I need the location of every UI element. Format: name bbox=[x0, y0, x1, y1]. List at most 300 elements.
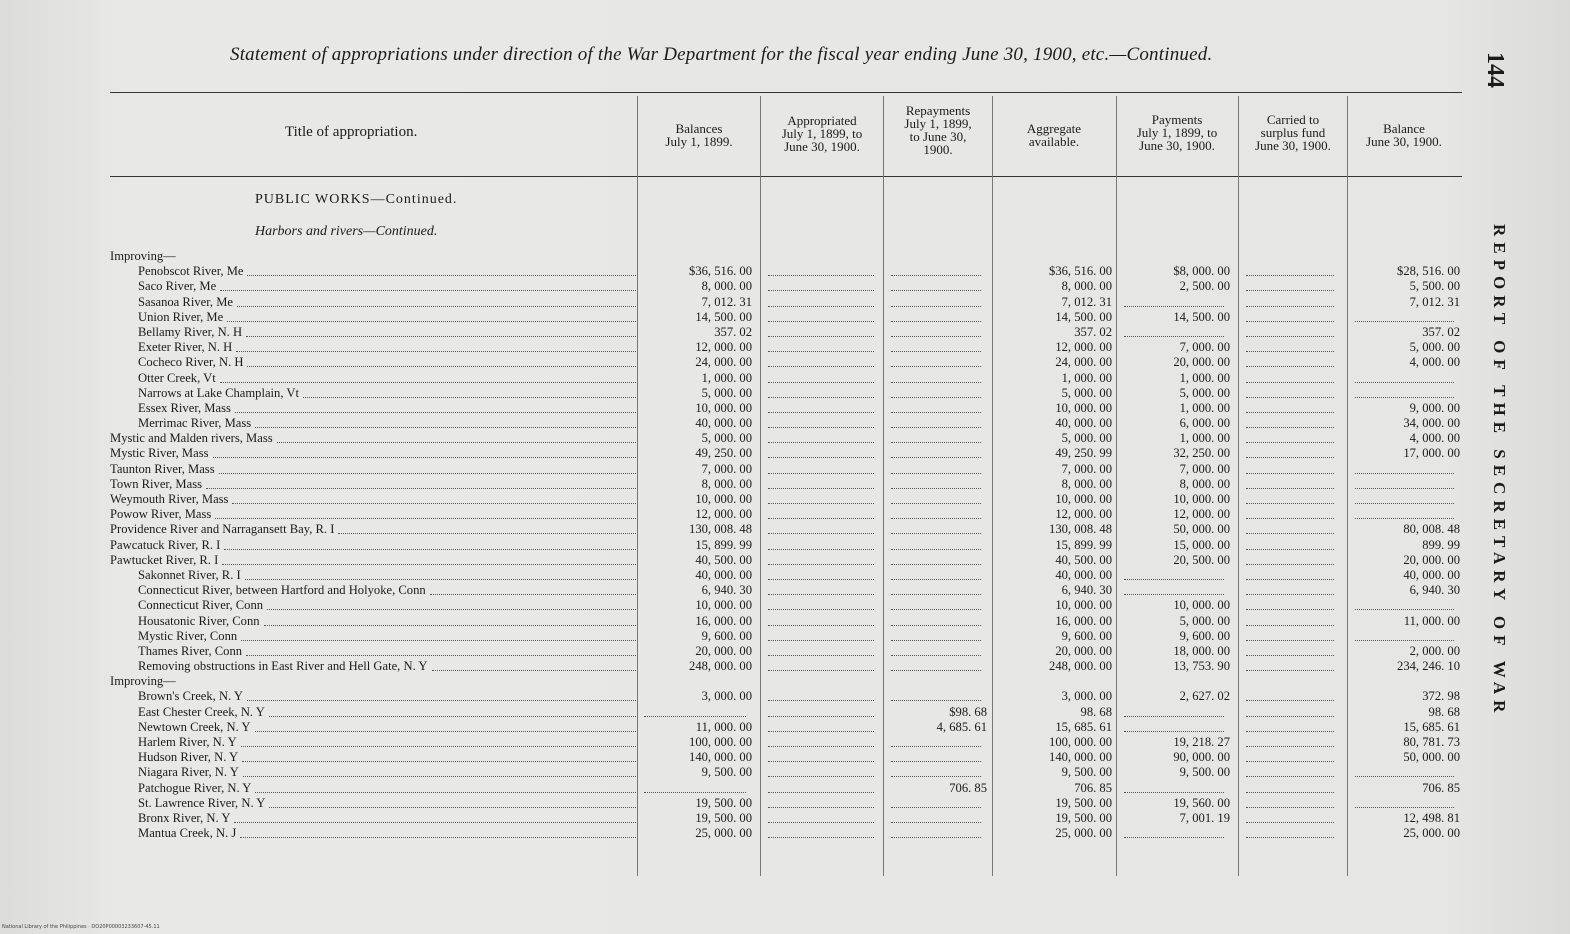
cell-agg: 130, 008. 48 bbox=[1049, 522, 1112, 537]
leader-dots bbox=[243, 772, 636, 777]
empty-cell-dots bbox=[1246, 332, 1334, 337]
leader-dots bbox=[215, 514, 636, 519]
subheading-row bbox=[110, 249, 1470, 264]
empty-cell-dots bbox=[1246, 378, 1334, 383]
row-title-text: Pawcatuck River, R. I bbox=[110, 537, 221, 552]
empty-cell-dots bbox=[1355, 803, 1454, 808]
cell-pay: 20, 000. 00 bbox=[1173, 355, 1230, 370]
table-row bbox=[110, 310, 1470, 325]
cell-bal: $36, 516. 00 bbox=[689, 264, 752, 279]
empty-cell-dots bbox=[768, 757, 874, 762]
empty-cell-dots bbox=[1355, 469, 1454, 474]
empty-cell-dots bbox=[891, 605, 981, 610]
table-row bbox=[110, 614, 1470, 629]
cell-agg: 10, 000. 00 bbox=[1055, 400, 1112, 415]
leader-dots bbox=[242, 757, 636, 762]
leader-dots bbox=[232, 499, 636, 504]
empty-cell-dots bbox=[1246, 347, 1334, 352]
leader-dots bbox=[227, 317, 636, 322]
leader-dots bbox=[206, 484, 636, 489]
empty-cell-dots bbox=[768, 545, 874, 550]
cell-end: 372. 98 bbox=[1422, 689, 1460, 704]
cell-bal: 1, 000. 00 bbox=[701, 370, 752, 385]
row-title-text: Otter Creek, Vt bbox=[138, 370, 216, 385]
cell-agg: 12, 000. 00 bbox=[1055, 340, 1112, 355]
leader-dots bbox=[264, 621, 636, 626]
empty-cell-dots bbox=[1355, 484, 1454, 489]
cell-rep: 4, 685. 61 bbox=[936, 719, 987, 734]
page-title: Statement of appropriations under direction of the War Department for the fiscal year ending June 30, 1900, etc.—Continued. bbox=[230, 44, 1213, 65]
empty-cell-dots bbox=[768, 605, 874, 610]
empty-cell-dots bbox=[768, 788, 874, 793]
leader-dots bbox=[245, 575, 636, 580]
empty-cell-dots bbox=[891, 302, 981, 307]
column-header-title: Title of appropriation. bbox=[285, 124, 418, 140]
empty-cell-dots bbox=[891, 484, 981, 489]
cell-end: 5, 500. 00 bbox=[1409, 279, 1460, 294]
empty-cell-dots bbox=[1246, 362, 1334, 367]
cell-bal: 12, 000. 00 bbox=[695, 507, 752, 522]
leader-dots bbox=[220, 286, 636, 291]
cell-agg: 10, 000. 00 bbox=[1055, 598, 1112, 613]
header-bottom-rule bbox=[110, 176, 1462, 177]
cell-agg: 7, 012. 31 bbox=[1061, 294, 1112, 309]
cell-pay: 13, 753. 90 bbox=[1173, 659, 1230, 674]
row-title-text: Mystic River, Conn bbox=[138, 628, 238, 643]
empty-cell-dots bbox=[1246, 469, 1334, 474]
cell-agg: 15, 685. 61 bbox=[1055, 719, 1112, 734]
empty-cell-dots bbox=[1246, 636, 1334, 641]
column-header-balances: Balances July 1, 1899. bbox=[665, 121, 733, 149]
cell-bal: 10, 000. 00 bbox=[695, 400, 752, 415]
cell-agg: 15, 899. 99 bbox=[1055, 537, 1112, 552]
cell-pay: 8, 000. 00 bbox=[1179, 476, 1230, 491]
row-title-text: Union River, Me bbox=[138, 309, 224, 324]
empty-cell-dots bbox=[768, 271, 874, 276]
row-title bbox=[110, 674, 638, 689]
table-row bbox=[110, 340, 1470, 355]
cell-agg: 8, 000. 00 bbox=[1061, 279, 1112, 294]
cell-bal: 11, 000. 00 bbox=[695, 719, 752, 734]
cell-agg: 5, 000. 00 bbox=[1061, 385, 1112, 400]
row-title-text: Harlem River, N. Y bbox=[138, 735, 237, 749]
empty-cell-dots bbox=[1246, 545, 1334, 550]
cell-end: 5, 000. 00 bbox=[1409, 340, 1460, 355]
empty-cell-dots bbox=[1355, 378, 1454, 383]
empty-cell-dots bbox=[891, 378, 981, 383]
empty-cell-dots bbox=[1246, 651, 1334, 656]
cell-end: 357. 02 bbox=[1422, 324, 1460, 339]
empty-cell-dots bbox=[1246, 423, 1334, 428]
empty-cell-dots bbox=[644, 788, 746, 793]
cell-pay: 19, 218. 27 bbox=[1173, 735, 1230, 749]
cell-agg: 12, 000. 00 bbox=[1055, 507, 1112, 522]
leader-dots bbox=[213, 453, 636, 458]
empty-cell-dots bbox=[768, 575, 874, 580]
empty-cell-dots bbox=[1246, 772, 1334, 777]
cell-bal: 248, 000. 00 bbox=[689, 659, 752, 674]
empty-cell-dots bbox=[768, 317, 874, 322]
cell-agg: 248, 000. 00 bbox=[1049, 659, 1112, 674]
column-header-aggregate: Aggregate available. bbox=[1026, 121, 1082, 149]
cell-end: 25, 000. 00 bbox=[1403, 826, 1460, 841]
table-row bbox=[110, 522, 1470, 537]
leader-dots bbox=[247, 271, 636, 276]
cell-agg: 9, 500. 00 bbox=[1061, 765, 1112, 780]
row-title-text: Narrows at Lake Champlain, Vt bbox=[138, 385, 299, 400]
table-row bbox=[110, 371, 1470, 386]
row-title-text: Brown's Creek, N. Y bbox=[138, 689, 243, 704]
table-row bbox=[110, 765, 1470, 780]
cell-bal: 40, 500. 00 bbox=[695, 552, 752, 567]
empty-cell-dots bbox=[768, 560, 874, 565]
table-row bbox=[110, 507, 1470, 522]
empty-cell-dots bbox=[768, 666, 874, 671]
empty-cell-dots bbox=[891, 590, 981, 595]
empty-cell-dots bbox=[891, 772, 981, 777]
empty-cell-dots bbox=[768, 302, 874, 307]
empty-cell-dots bbox=[891, 742, 981, 747]
table-row bbox=[110, 553, 1470, 568]
empty-cell-dots bbox=[768, 772, 874, 777]
cell-bal: 8, 000. 00 bbox=[701, 279, 752, 294]
empty-cell-dots bbox=[1246, 286, 1334, 291]
row-title-text: Hudson River, N. Y bbox=[138, 750, 239, 765]
cell-agg: 140, 000. 00 bbox=[1049, 750, 1112, 765]
table-row bbox=[110, 401, 1470, 416]
empty-cell-dots bbox=[891, 803, 981, 808]
cell-agg: 8, 000. 00 bbox=[1061, 476, 1112, 491]
leader-dots bbox=[220, 378, 636, 383]
cell-bal: 140, 000. 00 bbox=[689, 750, 752, 765]
table-row bbox=[110, 811, 1470, 826]
cell-end: 2, 000. 00 bbox=[1409, 643, 1460, 658]
cell-pay: $8, 000. 00 bbox=[1173, 264, 1230, 279]
row-title-text: East Chester Creek, N. Y bbox=[138, 704, 265, 719]
cell-pay: 20, 500. 00 bbox=[1173, 552, 1230, 567]
empty-cell-dots bbox=[768, 484, 874, 489]
cell-end: 50, 000. 00 bbox=[1403, 750, 1460, 765]
leader-dots bbox=[235, 408, 636, 413]
cell-end: 80, 781. 73 bbox=[1403, 735, 1460, 749]
column-header-appropriated: Appropriated July 1, 1899, to June 30, 1900. bbox=[781, 113, 863, 154]
empty-cell-dots bbox=[768, 514, 874, 519]
cell-bal: 19, 500. 00 bbox=[695, 810, 752, 825]
table-row bbox=[110, 264, 1470, 279]
leader-dots bbox=[269, 712, 636, 717]
leader-dots bbox=[303, 393, 636, 398]
cell-bal: 9, 600. 00 bbox=[701, 628, 752, 643]
empty-cell-dots bbox=[891, 332, 981, 337]
empty-cell-dots bbox=[768, 423, 874, 428]
empty-cell-dots bbox=[891, 545, 981, 550]
cell-agg: 357. 02 bbox=[1074, 324, 1112, 339]
cell-pay: 19, 560. 00 bbox=[1173, 795, 1230, 810]
row-title bbox=[110, 249, 638, 264]
cell-end: 15, 685. 61 bbox=[1403, 719, 1460, 734]
empty-cell-dots bbox=[1124, 727, 1224, 732]
cell-bal: 14, 500. 00 bbox=[695, 309, 752, 324]
empty-cell-dots bbox=[1246, 302, 1334, 307]
cell-agg: 7, 000. 00 bbox=[1061, 461, 1112, 476]
cell-end: 11, 000. 00 bbox=[1403, 613, 1460, 628]
empty-cell-dots bbox=[1246, 514, 1334, 519]
empty-cell-dots bbox=[891, 393, 981, 398]
cell-bal: 25, 000. 00 bbox=[695, 826, 752, 841]
row-title-text: Thames River, Conn bbox=[138, 643, 243, 658]
cell-end: 6, 940. 30 bbox=[1409, 583, 1460, 598]
cell-end: 706. 85 bbox=[1422, 780, 1460, 795]
empty-cell-dots bbox=[1246, 666, 1334, 671]
empty-cell-dots bbox=[768, 332, 874, 337]
empty-cell-dots bbox=[768, 636, 874, 641]
table-row bbox=[110, 689, 1470, 704]
empty-cell-dots bbox=[1246, 788, 1334, 793]
empty-cell-dots bbox=[1124, 590, 1224, 595]
empty-cell-dots bbox=[1246, 696, 1334, 701]
cell-pay: 7, 001. 19 bbox=[1179, 810, 1230, 825]
empty-cell-dots bbox=[1246, 757, 1334, 762]
leader-dots bbox=[430, 590, 636, 595]
table-row bbox=[110, 477, 1470, 492]
cell-pay: 9, 600. 00 bbox=[1179, 628, 1230, 643]
row-title-text: Essex River, Mass bbox=[138, 400, 231, 415]
leader-dots bbox=[269, 803, 636, 808]
leader-dots bbox=[247, 696, 636, 701]
empty-cell-dots bbox=[891, 514, 981, 519]
cell-bal: 15, 899. 99 bbox=[695, 537, 752, 552]
row-title-text: Taunton River, Mass bbox=[110, 461, 215, 476]
leader-dots bbox=[222, 560, 636, 565]
empty-cell-dots bbox=[891, 529, 981, 534]
cell-end: 80, 008. 48 bbox=[1403, 522, 1460, 537]
row-title-text: Cocheco River, N. H bbox=[138, 355, 244, 370]
empty-cell-dots bbox=[891, 666, 981, 671]
cell-pay: 15, 000. 00 bbox=[1173, 537, 1230, 552]
empty-cell-dots bbox=[891, 818, 981, 823]
cell-agg: 19, 500. 00 bbox=[1055, 810, 1112, 825]
empty-cell-dots bbox=[1124, 712, 1224, 717]
empty-cell-dots bbox=[768, 529, 874, 534]
empty-cell-dots bbox=[768, 712, 874, 717]
leader-dots bbox=[237, 302, 636, 307]
leader-dots bbox=[277, 438, 636, 443]
empty-cell-dots bbox=[891, 636, 981, 641]
leader-dots bbox=[255, 423, 636, 428]
cell-end: 12, 498. 81 bbox=[1403, 810, 1460, 825]
empty-cell-dots bbox=[768, 818, 874, 823]
table-row bbox=[110, 583, 1470, 598]
table-row bbox=[110, 386, 1470, 401]
empty-cell-dots bbox=[891, 438, 981, 443]
cell-end: 17, 000. 00 bbox=[1403, 446, 1460, 461]
row-title-text: St. Lawrence River, N. Y bbox=[138, 795, 266, 810]
cell-bal: 5, 000. 00 bbox=[701, 385, 752, 400]
cell-pay: 10, 000. 00 bbox=[1173, 598, 1230, 613]
cell-bal: 10, 000. 00 bbox=[695, 492, 752, 506]
table-row bbox=[110, 781, 1470, 796]
table-row bbox=[110, 644, 1470, 659]
empty-cell-dots bbox=[1124, 575, 1224, 580]
empty-cell-dots bbox=[891, 271, 981, 276]
cell-end: 20, 000. 00 bbox=[1403, 552, 1460, 567]
cell-agg: 40, 000. 00 bbox=[1055, 567, 1112, 582]
cell-bal: 9, 500. 00 bbox=[701, 765, 752, 780]
row-title-text: Improving— bbox=[110, 674, 176, 689]
empty-cell-dots bbox=[1246, 605, 1334, 610]
empty-cell-dots bbox=[768, 438, 874, 443]
table-row bbox=[110, 431, 1470, 446]
table-row bbox=[110, 598, 1470, 613]
empty-cell-dots bbox=[1124, 332, 1224, 337]
cell-bal: 24, 000. 00 bbox=[695, 355, 752, 370]
cell-bal: 6, 940. 30 bbox=[701, 583, 752, 598]
empty-cell-dots bbox=[768, 362, 874, 367]
row-title-text: Sasanoa River, Me bbox=[138, 294, 233, 309]
cell-pay: 9, 500. 00 bbox=[1179, 765, 1230, 780]
empty-cell-dots bbox=[891, 833, 981, 838]
empty-cell-dots bbox=[891, 575, 981, 580]
cell-bal: 130, 008. 48 bbox=[689, 522, 752, 537]
empty-cell-dots bbox=[768, 393, 874, 398]
table-row bbox=[110, 796, 1470, 811]
table-row bbox=[110, 462, 1470, 477]
empty-cell-dots bbox=[891, 286, 981, 291]
leader-dots bbox=[246, 651, 636, 656]
leader-dots bbox=[219, 469, 636, 474]
cell-bal: 40, 000. 00 bbox=[695, 416, 752, 431]
leader-dots bbox=[255, 727, 636, 732]
page-number: 144 bbox=[1482, 52, 1508, 88]
empty-cell-dots bbox=[768, 378, 874, 383]
empty-cell-dots bbox=[891, 453, 981, 458]
row-title-text: Mystic River, Mass bbox=[110, 446, 209, 461]
leader-dots bbox=[234, 818, 636, 823]
cell-bal: 16, 000. 00 bbox=[695, 613, 752, 628]
cell-pay: 10, 000. 00 bbox=[1173, 492, 1230, 506]
empty-cell-dots bbox=[1246, 560, 1334, 565]
cell-agg: 49, 250. 99 bbox=[1055, 446, 1112, 461]
cell-pay: 1, 000. 00 bbox=[1179, 400, 1230, 415]
row-title-text: Mantua Creek, N. J bbox=[138, 826, 237, 841]
empty-cell-dots bbox=[891, 757, 981, 762]
empty-cell-dots bbox=[891, 621, 981, 626]
row-title-text: Sakonnet River, R. I bbox=[138, 567, 241, 582]
empty-cell-dots bbox=[768, 408, 874, 413]
table-row bbox=[110, 735, 1470, 750]
cell-bal: 7, 000. 00 bbox=[701, 461, 752, 476]
empty-cell-dots bbox=[1246, 621, 1334, 626]
header-top-rule bbox=[110, 92, 1462, 93]
cell-rep: 706. 85 bbox=[949, 780, 987, 795]
cell-pay: 7, 000. 00 bbox=[1179, 461, 1230, 476]
scan-footer: National Library of the Philippines · DO20P00003233607-45.11 bbox=[2, 924, 160, 930]
empty-cell-dots bbox=[1246, 818, 1334, 823]
row-title-text: Saco River, Me bbox=[138, 279, 217, 294]
cell-end: 899. 99 bbox=[1422, 537, 1460, 552]
row-title-text: Town River, Mass bbox=[110, 476, 203, 491]
cell-end: 4, 000. 00 bbox=[1409, 355, 1460, 370]
cell-agg: 100, 000. 00 bbox=[1049, 735, 1112, 749]
row-title-text: Exeter River, N. H bbox=[138, 340, 233, 355]
leader-dots bbox=[267, 605, 636, 610]
cell-agg: 706. 85 bbox=[1074, 780, 1112, 795]
leader-dots bbox=[247, 362, 636, 367]
cell-pay: 1, 000. 00 bbox=[1179, 431, 1230, 446]
empty-cell-dots bbox=[1355, 499, 1454, 504]
cell-pay: 6, 000. 00 bbox=[1179, 416, 1230, 431]
leader-dots bbox=[432, 666, 636, 671]
cell-bal: 20, 000. 00 bbox=[695, 643, 752, 658]
column-header-repayments: Repayments July 1, 1899, to June 30, 1900. bbox=[904, 103, 972, 157]
cell-bal: 19, 500. 00 bbox=[695, 795, 752, 810]
leader-dots bbox=[255, 788, 636, 793]
cell-pay: 5, 000. 00 bbox=[1179, 385, 1230, 400]
empty-cell-dots bbox=[768, 469, 874, 474]
table-row bbox=[110, 355, 1470, 370]
table-row bbox=[110, 659, 1470, 674]
appropriations-table bbox=[110, 249, 1470, 841]
row-title-text: Merrimac River, Mass bbox=[138, 416, 252, 431]
cell-pay: 90, 000. 00 bbox=[1173, 750, 1230, 765]
cell-agg: $36, 516. 00 bbox=[1049, 264, 1112, 279]
cell-bal: 40, 000. 00 bbox=[695, 567, 752, 582]
cell-agg: 40, 000. 00 bbox=[1055, 416, 1112, 431]
empty-cell-dots bbox=[891, 696, 981, 701]
section-heading-public-works: PUBLIC WORKS—Continued. bbox=[255, 192, 458, 207]
cell-bal: 8, 000. 00 bbox=[701, 476, 752, 491]
cell-agg: 5, 000. 00 bbox=[1061, 431, 1112, 446]
empty-cell-dots bbox=[1246, 833, 1334, 838]
row-title-text: Powow River, Mass bbox=[110, 507, 212, 522]
table-row bbox=[110, 629, 1470, 644]
empty-cell-dots bbox=[768, 727, 874, 732]
cell-agg: 24, 000. 00 bbox=[1055, 355, 1112, 370]
cell-end: $28, 516. 00 bbox=[1397, 264, 1460, 279]
empty-cell-dots bbox=[891, 469, 981, 474]
cell-agg: 3, 000. 00 bbox=[1061, 689, 1112, 704]
cell-end: 34, 000. 00 bbox=[1403, 416, 1460, 431]
subheading-row bbox=[110, 674, 1470, 689]
empty-cell-dots bbox=[891, 408, 981, 413]
empty-cell-dots bbox=[891, 347, 981, 352]
empty-cell-dots bbox=[644, 712, 746, 717]
leader-dots bbox=[236, 347, 636, 352]
table-row bbox=[110, 325, 1470, 340]
cell-end: 7, 012. 31 bbox=[1409, 294, 1460, 309]
cell-bal: 357. 02 bbox=[714, 324, 752, 339]
empty-cell-dots bbox=[1246, 271, 1334, 276]
empty-cell-dots bbox=[1246, 317, 1334, 322]
row-title-text: Newtown Creek, N. Y bbox=[138, 719, 251, 734]
empty-cell-dots bbox=[1355, 317, 1454, 322]
leader-dots bbox=[246, 332, 636, 337]
cell-bal: 7, 012. 31 bbox=[701, 294, 752, 309]
cell-agg: 25, 000. 00 bbox=[1055, 826, 1112, 841]
row-title-text: Providence River and Narragansett Bay, R. I bbox=[110, 522, 335, 537]
empty-cell-dots bbox=[1124, 833, 1224, 838]
cell-end: 4, 000. 00 bbox=[1409, 431, 1460, 446]
cell-end: 9, 000. 00 bbox=[1409, 400, 1460, 415]
empty-cell-dots bbox=[1246, 590, 1334, 595]
cell-bal: 3, 000. 00 bbox=[701, 689, 752, 704]
table-row bbox=[110, 705, 1470, 720]
table-row bbox=[110, 750, 1470, 765]
empty-cell-dots bbox=[1246, 742, 1334, 747]
empty-cell-dots bbox=[768, 499, 874, 504]
row-title-text: Bronx River, N. Y bbox=[138, 810, 231, 825]
cell-pay: 12, 000. 00 bbox=[1173, 507, 1230, 522]
